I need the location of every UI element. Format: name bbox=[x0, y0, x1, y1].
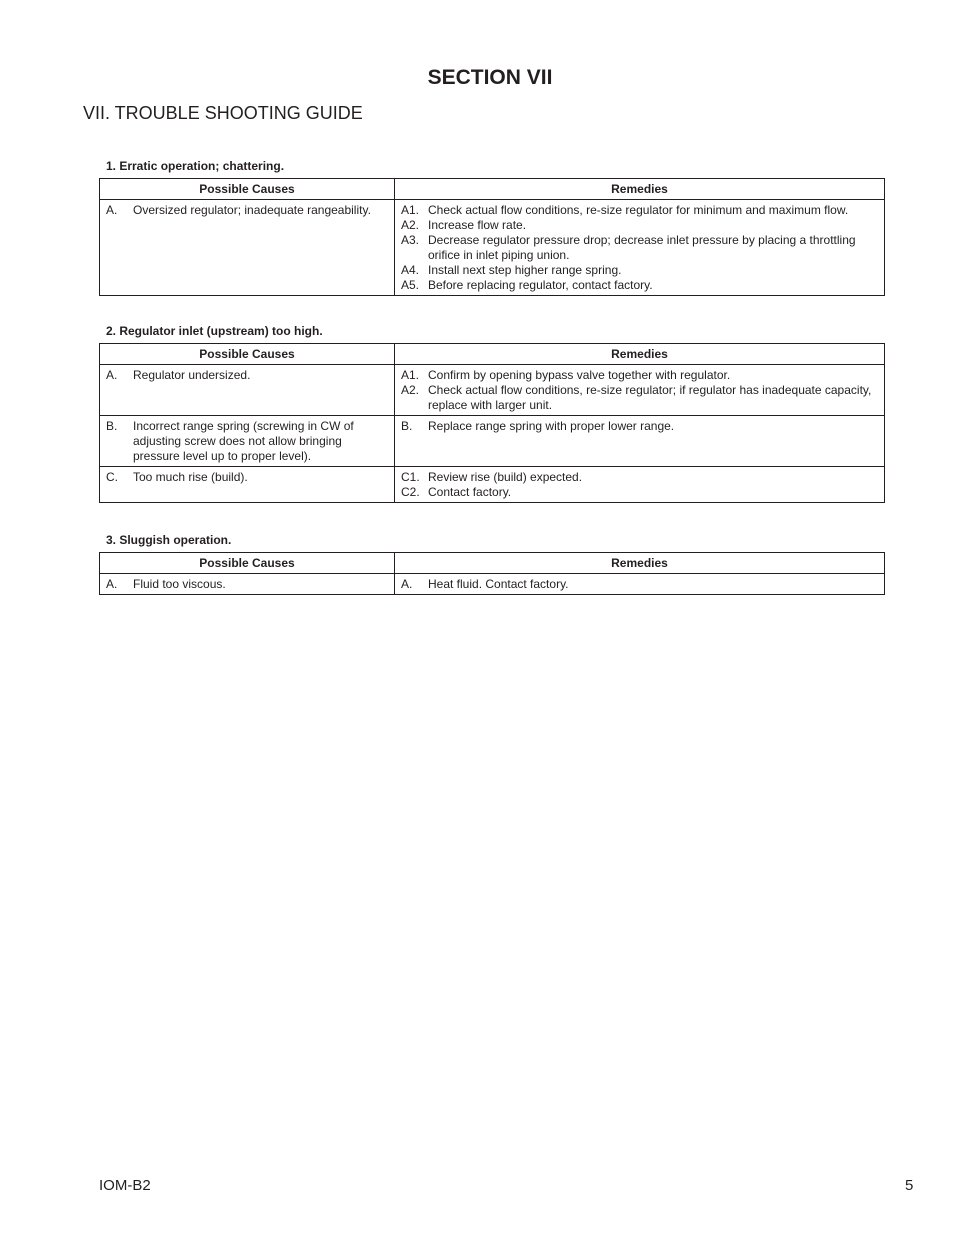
remedy-label: A1. bbox=[401, 203, 420, 217]
cause-text: Incorrect range spring (screwing in CW of adjusting screw does not allow bringing pressure level up to proper level). bbox=[133, 419, 354, 463]
remedy-text: Decrease regulator pressure drop; decrease inlet pressure by placing a throttling orifice in inlet piping union. bbox=[428, 233, 856, 262]
problem-2-table bbox=[99, 343, 885, 503]
cause-text: Too much rise (build). bbox=[133, 470, 248, 484]
footer-page-number: 5 bbox=[905, 1177, 914, 1194]
cause-cell bbox=[100, 416, 395, 467]
remedy-cell bbox=[395, 416, 885, 467]
remedy-cell bbox=[395, 365, 885, 416]
remedy-label: A5. bbox=[401, 278, 420, 292]
remedy-text: Check actual flow conditions, re-size regulator; if regulator has inadequate capacity, replace with larger unit. bbox=[428, 383, 872, 412]
remedy-label: A2. bbox=[401, 383, 420, 397]
problem-1-table bbox=[99, 178, 885, 296]
remedy-text: Install next step higher range spring. bbox=[428, 263, 622, 277]
remedy-text: Increase flow rate. bbox=[428, 218, 527, 232]
remedy-label: C1. bbox=[401, 470, 420, 484]
cause-label: A. bbox=[106, 203, 118, 217]
footer-doc-code: IOM-B2 bbox=[99, 1177, 151, 1194]
remedy-label: A1. bbox=[401, 368, 420, 382]
cause-label: B. bbox=[106, 419, 118, 433]
remedy-text: Contact factory. bbox=[428, 485, 512, 499]
cause-cell bbox=[100, 574, 395, 595]
guide-title: VII. TROUBLE SHOOTING GUIDE bbox=[83, 103, 363, 123]
problem-title: 1. Erratic operation; chattering. bbox=[106, 159, 285, 173]
table-row bbox=[100, 200, 885, 296]
remedy-text: Check actual flow conditions, re-size regulator for minimum and maximum flow. bbox=[428, 203, 849, 217]
problem-title: 2. Regulator inlet (upstream) too high. bbox=[106, 324, 323, 338]
remedy-label: C2. bbox=[401, 485, 420, 499]
causes-header: Possible Causes bbox=[100, 344, 395, 365]
problem-3 bbox=[99, 533, 884, 595]
remedy-label: B. bbox=[401, 419, 413, 433]
remedy-text: Replace range spring with proper lower range. bbox=[428, 419, 675, 433]
cause-text: Fluid too viscous. bbox=[133, 577, 226, 591]
remedy-text: Review rise (build) expected. bbox=[428, 470, 583, 484]
remedy-cell bbox=[395, 574, 885, 595]
table-row bbox=[100, 365, 885, 416]
problem-title: 3. Sluggish operation. bbox=[106, 533, 232, 547]
table-row bbox=[100, 467, 885, 503]
cause-text: Regulator undersized. bbox=[133, 368, 251, 382]
remedy-label: A4. bbox=[401, 263, 420, 277]
section-heading: SECTION VII bbox=[427, 66, 553, 89]
problem-3-table bbox=[99, 552, 885, 595]
remedies-header: Remedies bbox=[395, 553, 885, 574]
remedies-header: Remedies bbox=[395, 344, 885, 365]
causes-header: Possible Causes bbox=[100, 179, 395, 200]
table-row bbox=[100, 416, 885, 467]
table-row bbox=[100, 574, 885, 595]
remedy-label: A. bbox=[401, 577, 413, 591]
problem-2 bbox=[99, 324, 884, 503]
remedy-text: Heat fluid. Contact factory. bbox=[428, 577, 569, 591]
remedy-label: A2. bbox=[401, 218, 420, 232]
remedy-text: Before replacing regulator, contact factory. bbox=[428, 278, 653, 292]
cause-label: C. bbox=[106, 470, 118, 484]
remedy-text: Confirm by opening bypass valve together with regulator. bbox=[428, 368, 731, 382]
cause-cell bbox=[100, 467, 395, 503]
remedy-label: A3. bbox=[401, 233, 420, 247]
problem-1 bbox=[99, 159, 884, 296]
cause-cell bbox=[100, 200, 395, 296]
causes-header: Possible Causes bbox=[100, 553, 395, 574]
remedies-header: Remedies bbox=[395, 179, 885, 200]
remedy-cell bbox=[395, 467, 885, 503]
remedy-cell bbox=[395, 200, 885, 296]
cause-text: Oversized regulator; inadequate rangeability. bbox=[133, 203, 371, 217]
cause-label: A. bbox=[106, 368, 118, 382]
cause-label: A. bbox=[106, 577, 118, 591]
cause-cell bbox=[100, 365, 395, 416]
